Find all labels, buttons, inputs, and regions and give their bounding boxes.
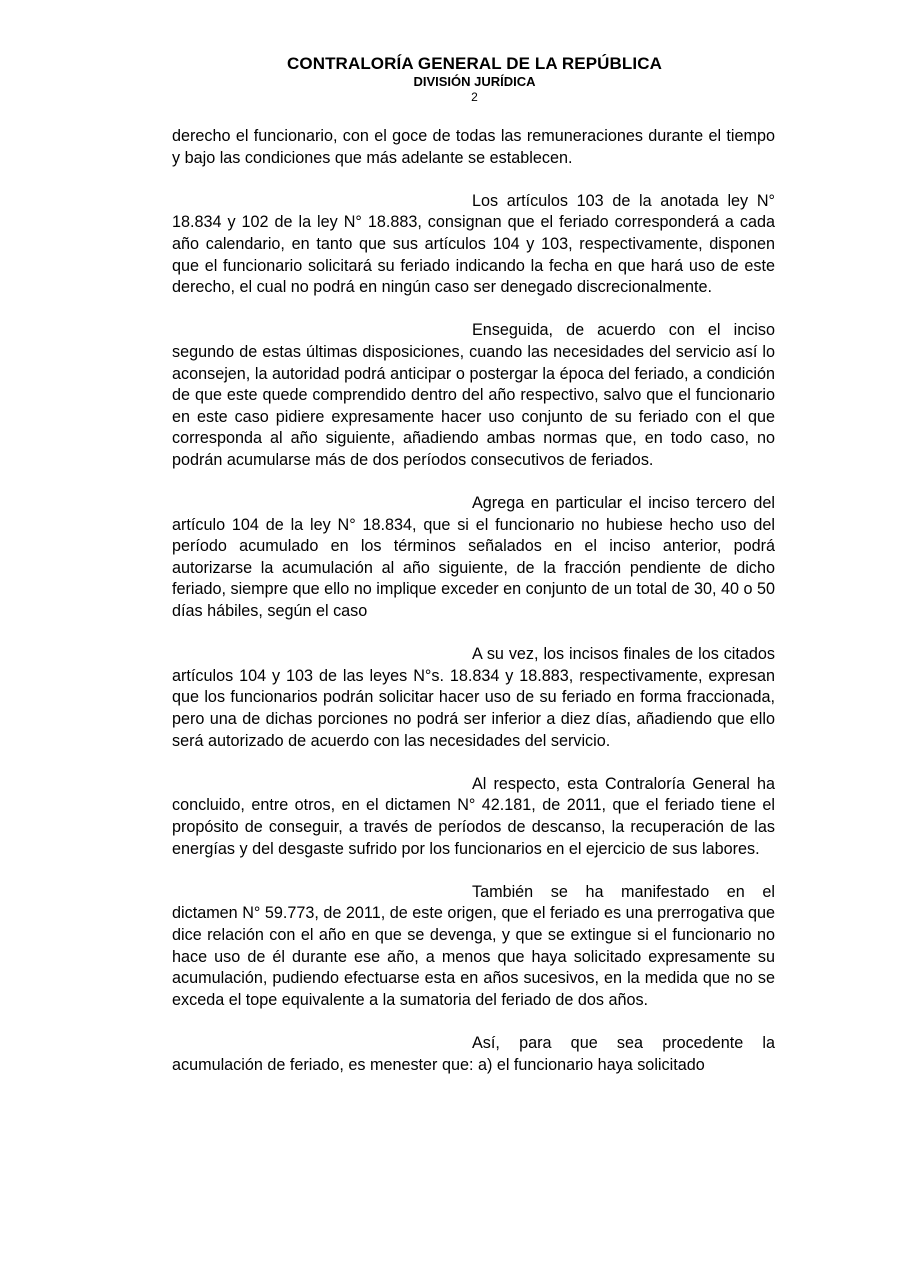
paragraph: A su vez, los incisos finales de los citados artículos 104 y 103 de las leyes N°s. 18.834 y 18.883, respectivamente, expresan que los funcionarios podrán solicitar hacer uso de su feriado en forma fraccionada, pero una de dichas porciones no podrá ser inferior a diez días, añadiendo que ello será autorizado de acuerdo con las necesidades del servicio.	[172, 645, 775, 750]
paragraph: Los artículos 103 de la anotada ley N° 18.834 y 102 de la ley N° 18.883, consignan que el feriado corresponderá a cada año calendario, en tanto que sus artículos 104 y 103, respectivamente, disponen que el funcionario solicitará su feriado indicando la fecha en que hará uso de este derecho, el cual no podrá en ningún caso ser denegado discrecionalmente.	[172, 191, 775, 297]
paragraph: Así, para que sea procedente la acumulación de feriado, es menester que: a) el funcionario haya solicitado	[172, 1033, 775, 1074]
paragraph: derecho el funcionario, con el goce de todas las remuneraciones durante el tiempo y bajo las condiciones que más adelante se establecen.	[172, 127, 775, 167]
paragraph: También se ha manifestado en el dictamen N° 59.773, de 2011, de este origen, que el feriado es una prerrogativa que dice relación con el año en que se devenga, y que se extingue si el funcionario no hace uso de él durante ese año, a menos que haya solicitado expresamente su acumulación, pudiendo efectuarse esta en años sucesivos, en la medida que no se exceda el tope equivalente a la sumatoria del feriado de dos años.	[172, 882, 775, 1009]
letterhead	[0, 54, 905, 105]
paragraph: Agrega en particular el inciso tercero del artículo 104 de la ley N° 18.834, que si el funcionario no hubiese hecho uso del período acumulado en los términos señalados en el inciso anterior, podrá autorizarse la acumulación al año siguiente, de la fracción pendiente de dicho feriado, siempre que ello no implique exceder en conjunto de un total de 30, 40 o 50 días hábiles, según el caso	[172, 494, 775, 621]
organization-name: CONTRALORÍA GENERAL DE LA REPÚBLICA	[287, 54, 662, 73]
document-body	[172, 126, 775, 1076]
paragraph: Enseguida, de acuerdo con el inciso segundo de estas últimas disposiciones, cuando las necesidades del servicio así lo aconsejen, la autoridad podrá anticipar o postergar la época del feriado, a condición de que este quede comprendido dentro del año respectivo, salvo que el funcionario en este caso pidiere expresamente hacer uso conjunto de su feriado con el que corresponda al año siguiente, añadiendo ambas normas que, en todo caso, no podrán acumularse más de dos períodos consecutivos de feriados.	[172, 321, 775, 469]
division-name: DIVISIÓN JURÍDICA	[413, 74, 536, 89]
page-number: 2	[471, 90, 478, 104]
paragraph: Al respecto, esta Contraloría General ha concluido, entre otros, en el dictamen N° 42.181, de 2011, que el feriado tiene el propósito de conseguir, a través de períodos de descanso, la recuperación de las energías y del desgaste sufrido por los funcionarios en el ejercicio de sus labores.	[172, 774, 775, 858]
